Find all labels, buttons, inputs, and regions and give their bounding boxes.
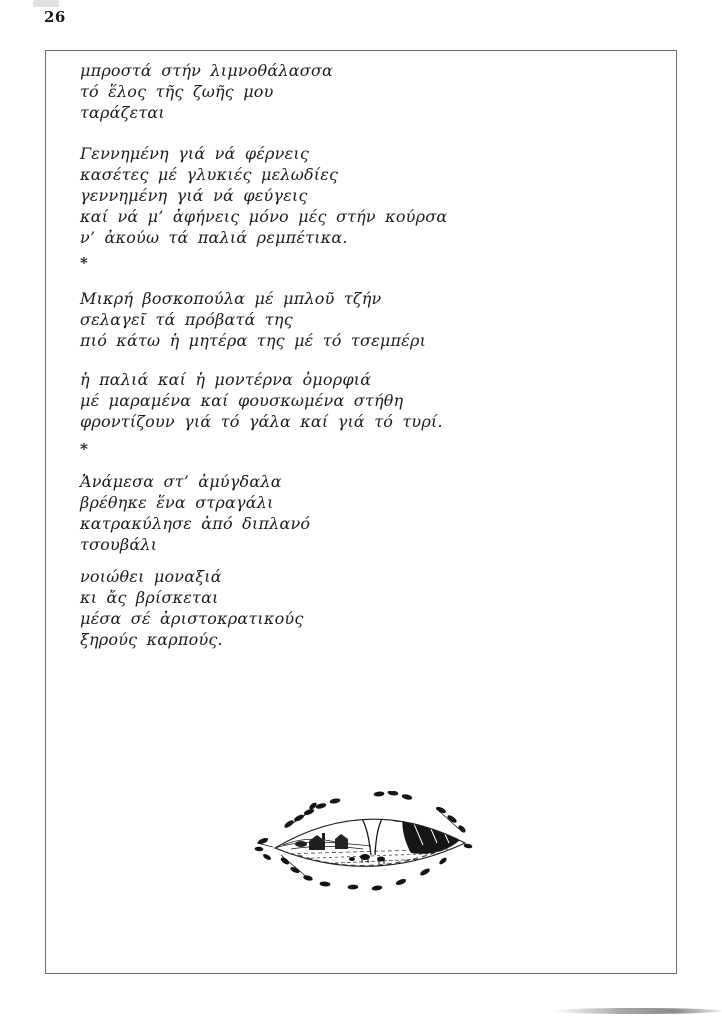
scan-artifact-bottom-right bbox=[552, 1008, 722, 1014]
page-number: 26 bbox=[44, 8, 66, 26]
poem-line: φροντίζουν γιά τό γάλα καί γιά τό τυρί. bbox=[80, 412, 443, 431]
stanza bbox=[80, 60, 646, 123]
poem-line: σελαγεῖ τά πρόβατά της bbox=[80, 310, 293, 329]
poem-line: κι ἄς βρίσκεται bbox=[80, 588, 219, 607]
poem-text-block bbox=[80, 51, 646, 891]
poem-line: μέσα σέ ἀριστοκρατικούς bbox=[80, 609, 304, 628]
poem-line: Ἀνάμεσα στ’ ἀμύγδαλα bbox=[80, 472, 282, 491]
stanza bbox=[80, 288, 646, 351]
poem-line: τό ἕλος τῆς ζωῆς μου bbox=[80, 82, 274, 101]
poem-line: καί νά μ’ ἀφήνεις μόνο μές στήν κούρσα bbox=[80, 207, 448, 226]
stanza-separator-asterisk: * bbox=[80, 254, 88, 272]
poem-line: Μικρή βοσκοπούλα μέ μπλοῦ τζήν bbox=[80, 289, 382, 308]
poem-line: ἡ παλιά καί ἡ μοντέρνα ὀμορφιά bbox=[80, 370, 372, 389]
scan-artifact-top-left bbox=[33, 0, 59, 7]
poem-line: ν’ ἀκούω τά παλιά ρεμπέτικα. bbox=[80, 228, 348, 247]
poem-line: κασέτες μέ γλυκιές μελωδίες bbox=[80, 165, 339, 184]
poem-line: μπροστά στήν λιμνοθάλασσα bbox=[80, 61, 333, 80]
stanza bbox=[80, 566, 646, 650]
poem-line: μέ μαραμένα καί φουσκωμένα στήθη bbox=[80, 391, 404, 410]
poem-line: ταράζεται bbox=[80, 103, 165, 122]
poem-line: κατρακύλησε ἀπό διπλανό bbox=[80, 514, 311, 533]
poem-line: βρέθηκε ἕνα στραγάλι bbox=[80, 493, 274, 512]
pastoral-vignette-illustration bbox=[253, 791, 473, 891]
poem-line: ξηρούς καρπούς. bbox=[80, 630, 223, 649]
stanza bbox=[80, 143, 646, 248]
page-frame-border bbox=[45, 50, 677, 974]
stanza bbox=[80, 369, 646, 432]
poem-line: τσουβάλι bbox=[80, 535, 158, 554]
pastoral-vignette-engraving-icon bbox=[253, 791, 473, 891]
poem-line: Γεννημένη γιά νά φέρνεις bbox=[80, 144, 309, 163]
poem-line: γεννημένη γιά νά φεύγεις bbox=[80, 186, 308, 205]
poem-line: νοιώθει μοναξιά bbox=[80, 567, 222, 586]
stanza bbox=[80, 471, 646, 555]
poem-line: πιό κάτω ἡ μητέρα της μέ τό τσεμπέρι bbox=[80, 331, 427, 350]
stanza-separator-asterisk: * bbox=[80, 440, 88, 458]
